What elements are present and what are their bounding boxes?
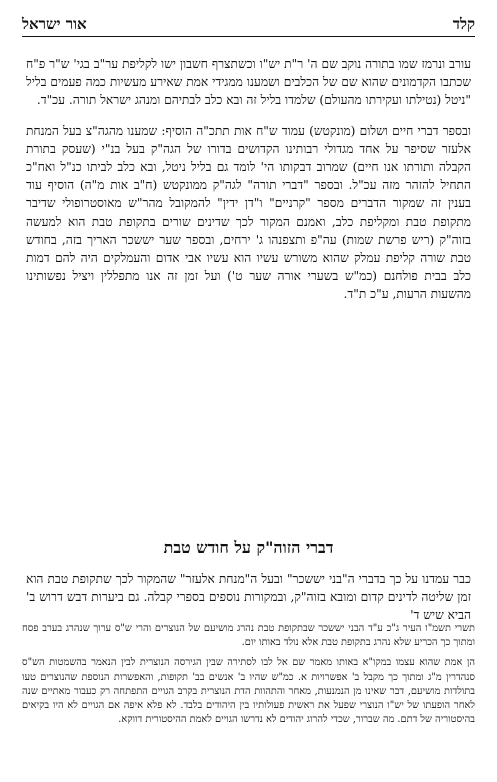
section-heading: דברי הזוה"ק על חודש טבת <box>163 538 334 557</box>
footnotes <box>22 622 475 733</box>
paragraph: עורב ונרמז שמו בתורה נוקב שם ה' ר"ת יש"ו וכשתצרף חשבון ישו לקליפת ער"ב בגי' ש"ר פ"ח שכתבו הקדמונים שהוא שם של הכלבים ושמענו ממגידי אמת שאירע מעשיות כמה פעמים בליל "ניטל (נטילתו ועקירתו מהעולם) שלמדו בליל זה ובא כלב לבתיהם ומנהג ישראל תורה. עכ"ד. <box>26 57 471 108</box>
footnote: תשרי תשמ"ו העיר ג"כ ע"ד הבני יששכר שבתקופת טבת נהרג מושיעם של הנוצרים והרי ש"ס ערוך שנהרג בערב פסח ומתוך כך הכריע שלא נהרג בתקופת טבת אלא נולד באותו יום. <box>22 623 475 649</box>
book-title: אור ישראל <box>22 15 87 33</box>
main-text <box>26 55 471 316</box>
page-header <box>22 10 475 37</box>
paragraph: כבר עמדנו על כך בדברי ה"בני יששכר" ובעל ה"מנחת אלעזר" שהמקור לכך שתקופת טבת הוא זמן שליטה לדינים קדום ומובא בזוה"ק, ובמקורות נוספים בספרי קבלה. גם ביערות דבש דרוש ב' הביא שיש ד' <box>26 572 471 623</box>
page-number: קלד <box>452 15 475 33</box>
paragraph: ובספר דברי חיים ושלום (מונקטש) עמוד ש"ח אות תתכ"ה הוסיף: שמענו מהגה"צ בעל המנחת אלעזר שסיפר על אחד מגדולי רבותינו הקדושים בדורו של הגה"ק בעל בנ"י (שעסק בתורת הקבלה ותורתו אנו חיים) שמרוב דבקותו הי' לומד גם בליל ניטל, ובא כלב לביתו כנ"ל ואח"כ התחיל להזהר מזה עכ"ל. ובספר "דברי תורה" לגה"ק ממונקטש (ח"ב אות מ"ה) הוסיף עוד בענין זה שמקור הדברים מספר "קרניים" ו"דן ידין" להמקובל מהר"ש מאוסטרופולי שדיבר מתקופת טבת ומקליפת כלב, ואמנם המקור לכך שדינים שורים בתקופת טבת הוא למעשה בזוה"ק (ריש פרשת שמות) עה"פ ותצפנהו ג' ירחים, ובספר שער יששכר האריך בזה, בחודש טבת שורה קליפת עמלק שהוא משורש עשיו הוא עשיו אבי אדום והעמלקים היה להם דמות כלב בבית פולחנם (כמ"ש בשערי אורה שער ט') ועל זמן זה אנו מתפללין ויציל נפשותינו מהשעות הרעות, ע"כ ת"ד. <box>26 123 471 302</box>
footnote: הן אמת שהוא עצמו במקו"א באותו מאמר שם אל לבו לסתירה שבין הגירסה הנוצרית לבין הנאמר בהשמטות הש"ס סנהדרין מ"ג ומתוך כך מקבל ב' אפשרויות א. כמ"ש שהיו ב' אנשים בב' תקופות, והאפשרות הנוספת שהנוצרים טעו בתולדות מושיעם, דבר שאינו מן הנמנעות, מאחר והתהוות הדת הנוצרית בקרב הגויים התפתחה רק כעבור מאתיים שנה לאחר הופעתו של יש"ו הנוצרי שפעל את ראשית פעולותיו בין היהודים בלבד. לא פלא איפה אם הגויים לא היו בקיאים בהיסטוריה של דתם. מה שברור, שכדי להרוג יהודים לא נדרשו הגויים לאמת ההיסטורית דווקא. <box>22 657 475 726</box>
